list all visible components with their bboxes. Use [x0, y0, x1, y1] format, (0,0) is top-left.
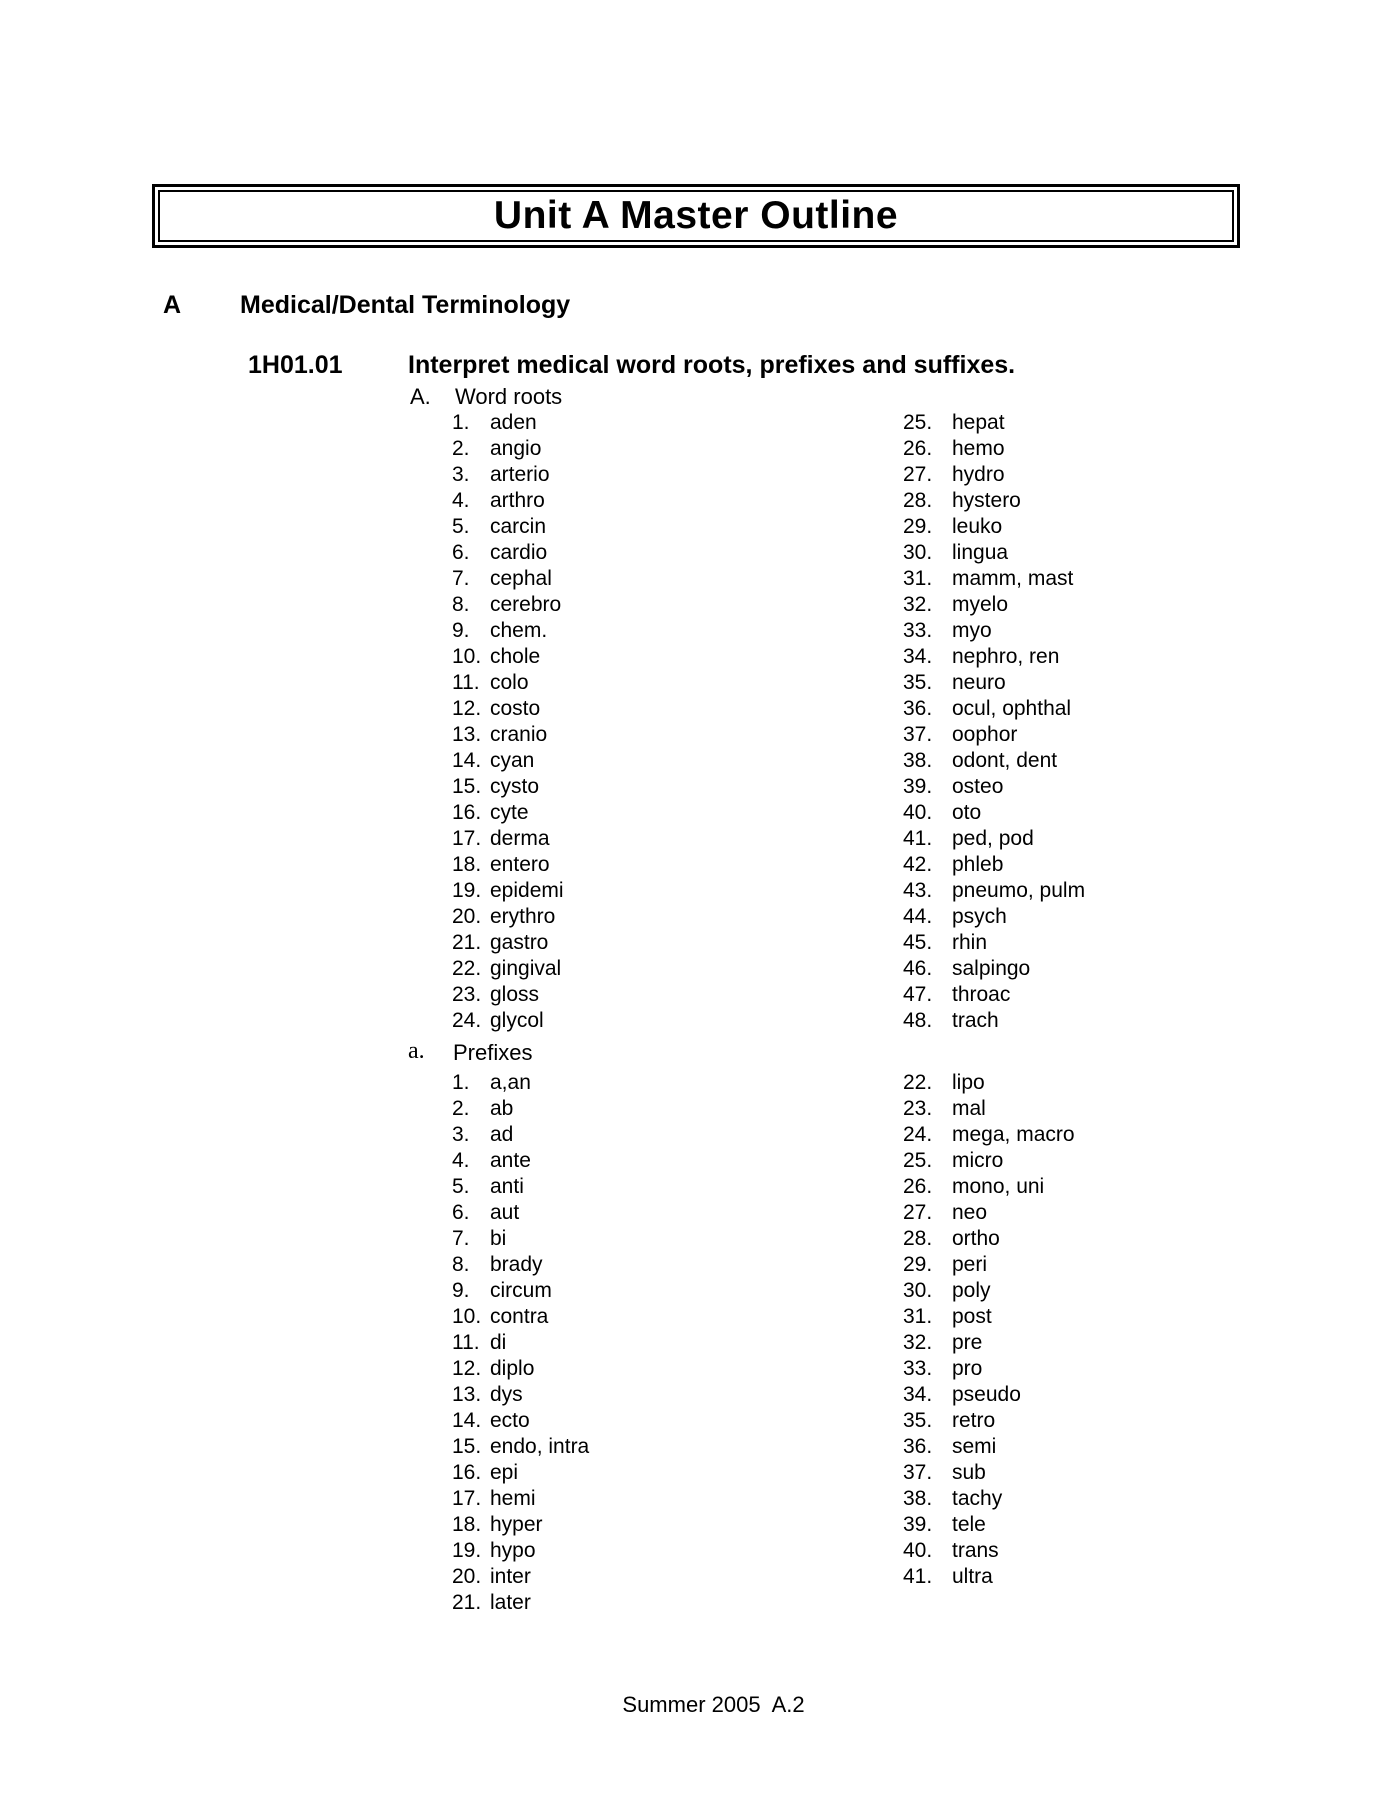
- list-item-term: cyan: [490, 749, 535, 772]
- list-item-number: 33.: [903, 1357, 933, 1380]
- list-item-term: costo: [490, 697, 541, 720]
- list-item-term: derma: [490, 827, 550, 850]
- list-item-number: 28.: [903, 489, 933, 512]
- list-item: [903, 436, 1085, 462]
- list-item-number: 24.: [452, 1009, 482, 1032]
- list-item-number: 37.: [903, 723, 933, 746]
- list-item-number: 1.: [452, 1071, 470, 1094]
- list-item-number: 18.: [452, 853, 482, 876]
- list-item-term: cerebro: [490, 593, 562, 616]
- list-item: [903, 1486, 1075, 1512]
- list-item: [903, 878, 1085, 904]
- list-item-number: 30.: [903, 541, 933, 564]
- list-item: [452, 592, 564, 618]
- list-item-term: ocul, ophthal: [952, 697, 1072, 720]
- list-item-term: dys: [490, 1383, 523, 1406]
- list-item-number: 9.: [452, 619, 470, 642]
- list-item-number: 9.: [452, 1279, 470, 1302]
- list-item-term: bi: [490, 1227, 507, 1250]
- list-item-number: 21.: [452, 931, 482, 954]
- list-item-number: 46.: [903, 957, 933, 980]
- list-item-term: inter: [490, 1565, 531, 1588]
- list-item-number: 12.: [452, 1357, 482, 1380]
- list-item-term: aden: [490, 411, 537, 434]
- list-item: [903, 644, 1085, 670]
- list-item: [903, 1200, 1075, 1226]
- list-item-number: 19.: [452, 1539, 482, 1562]
- list-item-term: throac: [952, 983, 1011, 1006]
- list-item: [452, 644, 564, 670]
- list-item-term: micro: [952, 1149, 1004, 1172]
- list-item-term: arterio: [490, 463, 550, 486]
- list-item-number: 3.: [452, 463, 470, 486]
- list-item: [903, 1278, 1075, 1304]
- list-item: [903, 1070, 1075, 1096]
- list-item-term: mamm, mast: [952, 567, 1074, 590]
- page-footer: Summer 2005 A.2: [622, 1692, 805, 1717]
- list-item-number: 20.: [452, 1565, 482, 1588]
- list-item: [452, 722, 564, 748]
- list-item: [452, 514, 564, 540]
- list-item-number: 5.: [452, 1175, 470, 1198]
- list-item-term: later: [490, 1591, 531, 1614]
- list-item: [452, 436, 564, 462]
- list-item-number: 31.: [903, 1305, 933, 1328]
- list-item-term: post: [952, 1305, 992, 1328]
- list-item-number: 31.: [903, 567, 933, 590]
- list-item: [452, 540, 564, 566]
- list-item: [903, 1356, 1075, 1382]
- list-item-number: 16.: [452, 1461, 482, 1484]
- list-item-number: 10.: [452, 645, 482, 668]
- list-item: [452, 670, 564, 696]
- section-heading: Medical/Dental Terminology: [240, 291, 571, 319]
- list-item: [903, 592, 1085, 618]
- list-item-term: contra: [490, 1305, 549, 1328]
- list-item-number: 15.: [452, 775, 482, 798]
- prefixes-right-list: [903, 1070, 1075, 1590]
- list-item-number: 6.: [452, 541, 470, 564]
- list-item-term: ante: [490, 1149, 531, 1172]
- list-item: [903, 800, 1085, 826]
- list-item-term: cephal: [490, 567, 552, 590]
- list-item: [452, 1122, 589, 1148]
- list-item-term: myelo: [952, 593, 1009, 616]
- list-item: [903, 1460, 1075, 1486]
- list-item: [452, 1252, 589, 1278]
- list-item-term: semi: [952, 1435, 997, 1458]
- prefixes-label: Prefixes: [453, 1040, 533, 1065]
- list-item-number: 45.: [903, 931, 933, 954]
- list-item-term: mono, uni: [952, 1175, 1045, 1198]
- list-item: [452, 1356, 589, 1382]
- list-item-term: neo: [952, 1201, 988, 1224]
- list-item-number: 25.: [903, 1149, 933, 1172]
- list-item: [903, 514, 1085, 540]
- list-item: [452, 1330, 589, 1356]
- list-item: [452, 1226, 589, 1252]
- list-item: [452, 410, 564, 436]
- list-item: [452, 1174, 589, 1200]
- list-item-number: 11.: [452, 1331, 480, 1354]
- list-item-number: 17.: [452, 1487, 482, 1510]
- list-item-number: 32.: [903, 1331, 933, 1354]
- list-item-term: salpingo: [952, 957, 1031, 980]
- list-item: [452, 1070, 589, 1096]
- list-item-term: rhin: [952, 931, 988, 954]
- list-item-number: 39.: [903, 775, 933, 798]
- list-item-term: ultra: [952, 1565, 993, 1588]
- list-item-term: epidemi: [490, 879, 564, 902]
- list-item: [452, 1278, 589, 1304]
- list-item-term: hystero: [952, 489, 1021, 512]
- list-item-number: 42.: [903, 853, 933, 876]
- list-item-term: poly: [952, 1279, 991, 1302]
- list-item-number: 44.: [903, 905, 933, 928]
- list-item-number: 38.: [903, 749, 933, 772]
- list-item: [903, 774, 1085, 800]
- list-item: [903, 1252, 1075, 1278]
- list-item: [452, 1200, 589, 1226]
- list-item: [903, 722, 1085, 748]
- list-item: [452, 748, 564, 774]
- list-item-term: hepat: [952, 411, 1005, 434]
- list-item-number: 13.: [452, 1383, 482, 1406]
- list-item-number: 5.: [452, 515, 470, 538]
- list-item: [452, 1460, 589, 1486]
- list-item-term: di: [490, 1331, 507, 1354]
- list-item: [903, 1330, 1075, 1356]
- objective-code: 1H01.01: [248, 351, 343, 379]
- section-letter: A: [163, 291, 182, 319]
- list-item-term: hyper: [490, 1513, 543, 1536]
- list-item-term: carcin: [490, 515, 547, 538]
- list-item-number: 40.: [903, 1539, 933, 1562]
- list-item-term: lipo: [952, 1071, 985, 1094]
- list-item: [903, 462, 1085, 488]
- list-item-number: 25.: [903, 411, 933, 434]
- list-item-number: 18.: [452, 1513, 482, 1536]
- list-item-term: hemi: [490, 1487, 536, 1510]
- list-item-term: mal: [952, 1097, 986, 1120]
- list-item-number: 19.: [452, 879, 482, 902]
- list-item-term: pneumo, pulm: [952, 879, 1086, 902]
- list-item-term: oto: [952, 801, 982, 824]
- list-item-number: 14.: [452, 749, 482, 772]
- list-item-number: 11.: [452, 671, 480, 694]
- list-item-term: neuro: [952, 671, 1006, 694]
- list-item-number: 36.: [903, 1435, 933, 1458]
- list-item-number: 21.: [452, 1591, 482, 1614]
- list-item-term: glycol: [490, 1009, 544, 1032]
- list-item-number: 23.: [452, 983, 482, 1006]
- list-item-term: lingua: [952, 541, 1009, 564]
- list-item: [903, 1226, 1075, 1252]
- list-item-term: myo: [952, 619, 992, 642]
- list-item-number: 43.: [903, 879, 933, 902]
- list-item-number: 22.: [452, 957, 482, 980]
- list-item: [452, 800, 564, 826]
- list-item-term: trach: [952, 1009, 999, 1032]
- list-item: [903, 1382, 1075, 1408]
- list-item: [452, 878, 564, 904]
- list-item-term: mega, macro: [952, 1123, 1075, 1146]
- list-item: [903, 696, 1085, 722]
- list-item-term: leuko: [952, 515, 1003, 538]
- list-item-term: trans: [952, 1539, 999, 1562]
- list-item-number: 47.: [903, 983, 933, 1006]
- list-item: [452, 852, 564, 878]
- list-item-term: hypo: [490, 1539, 536, 1562]
- list-item-number: 8.: [452, 1253, 470, 1276]
- list-item: [903, 1538, 1075, 1564]
- list-item: [903, 540, 1085, 566]
- list-item: [903, 1304, 1075, 1330]
- list-item: [452, 1382, 589, 1408]
- list-item-number: 15.: [452, 1435, 482, 1458]
- list-item: [903, 1148, 1075, 1174]
- list-item-term: ab: [490, 1097, 514, 1120]
- list-item-number: 48.: [903, 1009, 933, 1032]
- list-item-term: tele: [952, 1513, 986, 1536]
- list-item-number: 40.: [903, 801, 933, 824]
- list-item: [452, 1512, 589, 1538]
- list-item: [452, 566, 564, 592]
- list-item: [452, 1408, 589, 1434]
- list-item-term: chole: [490, 645, 541, 668]
- list-item: [903, 852, 1085, 878]
- list-item-number: 33.: [903, 619, 933, 642]
- list-item-number: 16.: [452, 801, 482, 824]
- list-item-term: cardio: [490, 541, 548, 564]
- list-item-number: 38.: [903, 1487, 933, 1510]
- list-item-term: cyte: [490, 801, 529, 824]
- list-item-number: 23.: [903, 1097, 933, 1120]
- list-item-term: pseudo: [952, 1383, 1021, 1406]
- list-item-number: 27.: [903, 1201, 933, 1224]
- list-item-number: 12.: [452, 697, 482, 720]
- list-item: [903, 1008, 1085, 1034]
- list-item: [903, 1122, 1075, 1148]
- list-item-number: 41.: [903, 827, 933, 850]
- list-item: [903, 1564, 1075, 1590]
- list-item: [452, 1590, 589, 1616]
- list-item-term: hemo: [952, 437, 1005, 460]
- list-item-term: arthro: [490, 489, 545, 512]
- list-item-term: ortho: [952, 1227, 1000, 1250]
- list-item-term: oophor: [952, 723, 1018, 746]
- list-item-number: 14.: [452, 1409, 482, 1432]
- list-item: [903, 1096, 1075, 1122]
- list-item: [903, 930, 1085, 956]
- list-item-term: ped, pod: [952, 827, 1034, 850]
- list-item-term: epi: [490, 1461, 519, 1484]
- list-item-number: 4.: [452, 489, 470, 512]
- list-item: [452, 1008, 564, 1034]
- list-item-term: anti: [490, 1175, 524, 1198]
- title-box: [152, 184, 1240, 248]
- list-item: [903, 618, 1085, 644]
- list-item-term: gastro: [490, 931, 549, 954]
- list-item: [452, 462, 564, 488]
- list-item: [452, 1148, 589, 1174]
- list-item-number: 2.: [452, 1097, 470, 1120]
- list-item-number: 7.: [452, 1227, 470, 1250]
- list-item-term: endo, intra: [490, 1435, 590, 1458]
- list-item-term: chem.: [490, 619, 548, 642]
- list-item: [903, 410, 1085, 436]
- list-item: [452, 1564, 589, 1590]
- list-item-term: cysto: [490, 775, 540, 798]
- list-item-number: 34.: [903, 645, 933, 668]
- list-item-term: cranio: [490, 723, 548, 746]
- list-item: [452, 1096, 589, 1122]
- list-item-number: 35.: [903, 1409, 933, 1432]
- list-item-term: osteo: [952, 775, 1004, 798]
- list-item: [452, 1486, 589, 1512]
- page-title: Unit A Master Outline: [493, 194, 899, 237]
- list-item-number: 39.: [903, 1513, 933, 1536]
- list-item-number: 2.: [452, 437, 470, 460]
- list-item-number: 10.: [452, 1305, 482, 1328]
- list-item-term: brady: [490, 1253, 543, 1276]
- list-item: [903, 1512, 1075, 1538]
- list-item-number: 6.: [452, 1201, 470, 1224]
- list-item-term: retro: [952, 1409, 996, 1432]
- list-item: [903, 488, 1085, 514]
- list-item-number: 32.: [903, 593, 933, 616]
- list-item-number: 28.: [903, 1227, 933, 1250]
- list-item-term: entero: [490, 853, 550, 876]
- list-item-number: 29.: [903, 515, 933, 538]
- word-roots-left-list: [452, 410, 564, 1034]
- list-item: [452, 1304, 589, 1330]
- list-item-number: 20.: [452, 905, 482, 928]
- list-item-term: colo: [490, 671, 529, 694]
- list-item: [903, 1434, 1075, 1460]
- word-roots-marker: A.: [410, 384, 431, 409]
- list-item-term: erythro: [490, 905, 556, 928]
- list-item-term: aut: [490, 1201, 520, 1224]
- word-roots-right-list: [903, 410, 1085, 1034]
- list-item-term: hydro: [952, 463, 1005, 486]
- list-item-term: ad: [490, 1123, 514, 1146]
- list-item-number: 30.: [903, 1279, 933, 1302]
- list-item: [452, 982, 564, 1008]
- list-item-term: circum: [490, 1279, 552, 1302]
- list-item-number: 7.: [452, 567, 470, 590]
- list-item: [452, 904, 564, 930]
- word-roots-label: Word roots: [455, 384, 563, 409]
- list-item-term: tachy: [952, 1487, 1003, 1510]
- list-item: [903, 956, 1085, 982]
- list-item-number: 1.: [452, 411, 470, 434]
- list-item: [903, 748, 1085, 774]
- list-item-term: a,an: [490, 1071, 531, 1094]
- list-item-number: 35.: [903, 671, 933, 694]
- list-item-number: 17.: [452, 827, 482, 850]
- list-item-number: 29.: [903, 1253, 933, 1276]
- list-item-number: 26.: [903, 437, 933, 460]
- list-item-number: 24.: [903, 1123, 933, 1146]
- list-item: [452, 618, 564, 644]
- list-item-number: 37.: [903, 1461, 933, 1484]
- list-item-term: odont, dent: [952, 749, 1058, 772]
- list-item-term: diplo: [490, 1357, 535, 1380]
- list-item: [452, 826, 564, 852]
- list-item-number: 13.: [452, 723, 482, 746]
- list-item-number: 34.: [903, 1383, 933, 1406]
- objective-text: Interpret medical word roots, prefixes and suffixes.: [408, 351, 1016, 379]
- list-item: [903, 566, 1085, 592]
- list-item: [452, 1434, 589, 1460]
- list-item-term: gingival: [490, 957, 562, 980]
- list-item: [903, 1174, 1075, 1200]
- list-item-number: 3.: [452, 1123, 470, 1146]
- list-item-number: 26.: [903, 1175, 933, 1198]
- list-item-number: 22.: [903, 1071, 933, 1094]
- list-item-term: ecto: [490, 1409, 530, 1432]
- list-item-term: gloss: [490, 983, 540, 1006]
- list-item-term: peri: [952, 1253, 988, 1276]
- list-item-term: psych: [952, 905, 1007, 928]
- list-item-number: 27.: [903, 463, 933, 486]
- list-item: [903, 904, 1085, 930]
- list-item-number: 4.: [452, 1149, 470, 1172]
- list-item-term: pre: [952, 1331, 983, 1354]
- list-item-term: phleb: [952, 853, 1004, 876]
- list-item: [452, 488, 564, 514]
- list-item: [452, 696, 564, 722]
- list-item-term: angio: [490, 437, 542, 460]
- list-item-number: 8.: [452, 593, 470, 616]
- list-item-term: pro: [952, 1357, 983, 1380]
- prefixes-marker: a.: [408, 1038, 425, 1064]
- list-item: [903, 1408, 1075, 1434]
- list-item-number: 41.: [903, 1565, 933, 1588]
- list-item: [452, 956, 564, 982]
- list-item: [903, 826, 1085, 852]
- list-item: [903, 982, 1085, 1008]
- title-box-inner-rule: [158, 190, 1234, 242]
- list-item: [452, 1538, 589, 1564]
- prefixes-left-list: [452, 1070, 589, 1616]
- list-item-term: sub: [952, 1461, 986, 1484]
- list-item-number: 36.: [903, 697, 933, 720]
- list-item: [452, 774, 564, 800]
- list-item-term: nephro, ren: [952, 645, 1060, 668]
- list-item: [452, 930, 564, 956]
- list-item: [903, 670, 1085, 696]
